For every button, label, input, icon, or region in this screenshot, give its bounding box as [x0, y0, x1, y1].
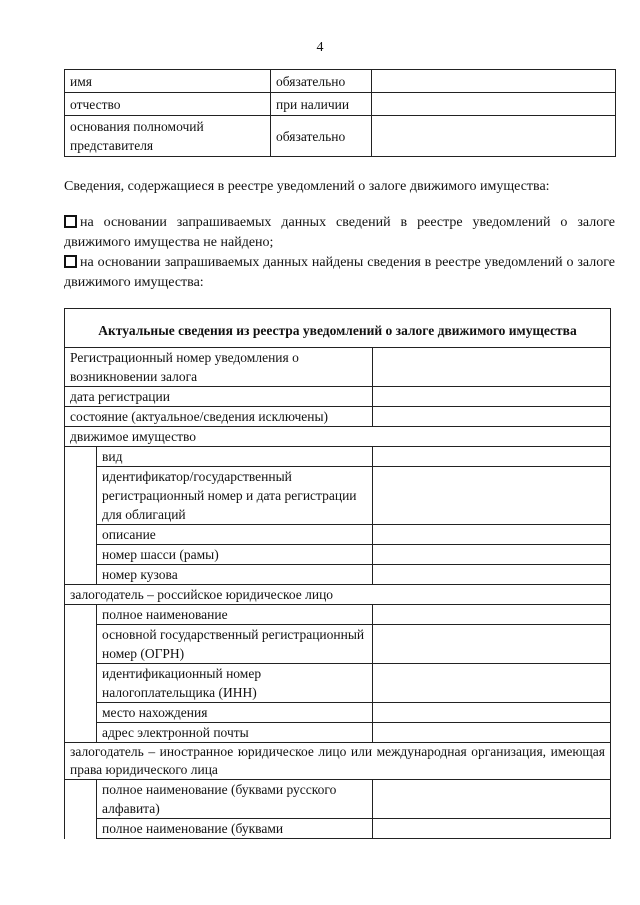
table-row	[65, 348, 611, 387]
table-row	[65, 447, 611, 467]
table-row	[65, 387, 611, 407]
option-found	[64, 253, 615, 293]
row-value[interactable]	[373, 819, 611, 839]
table-row	[65, 407, 611, 427]
table-row	[65, 565, 611, 585]
table-row	[65, 545, 611, 565]
registry-table	[64, 308, 611, 839]
option-label: на основании запрашиваемых данных сведений в реестре уведомлений о залоге движимого имущества не найдено;	[64, 215, 615, 250]
table-row	[65, 723, 611, 743]
registry-table-title: Актуальные сведения из реестра уведомлений о залоге движимого имущества	[65, 309, 611, 348]
table-row	[65, 780, 611, 819]
section-label: залогодатель – иностранное юридическое лицо или международная организация, имеющая права юридического лица	[65, 743, 611, 780]
row-value[interactable]	[373, 780, 611, 819]
row-label: состояние (актуальное/сведения исключены)	[65, 407, 373, 427]
row-value[interactable]	[373, 348, 611, 387]
row-label: основной государственный регистрационный номер (ОГРН)	[97, 625, 373, 664]
table-row	[65, 703, 611, 723]
row-value[interactable]	[373, 605, 611, 625]
field-label: основания полномочий представителя	[65, 116, 271, 157]
indent-cell	[65, 447, 97, 585]
table-row	[65, 70, 616, 93]
row-label: номер шасси (рамы)	[97, 545, 373, 565]
table-row	[65, 525, 611, 545]
row-value[interactable]	[373, 703, 611, 723]
section-row	[65, 427, 611, 447]
section-row	[65, 743, 611, 780]
row-label: Регистрационный номер уведомления о возникновении залога	[65, 348, 373, 387]
option-label: на основании запрашиваемых данных найдены сведения в реестре уведомлений о залоге движимого имущества:	[64, 255, 615, 290]
table-row	[65, 467, 611, 525]
table-row	[65, 93, 616, 116]
field-requirement: обязательно	[271, 70, 372, 93]
row-value[interactable]	[373, 467, 611, 525]
table-row	[65, 605, 611, 625]
indent-cell	[65, 605, 97, 743]
row-label: идентификатор/государственный регистрационный номер и дата регистрации для облигаций	[97, 467, 373, 525]
row-label: полное наименование (буквами	[97, 819, 373, 839]
page-number: 4	[316, 40, 324, 55]
table-row	[65, 664, 611, 703]
row-label: вид	[97, 447, 373, 467]
field-label: имя	[65, 70, 271, 93]
field-label: отчество	[65, 93, 271, 116]
checkbox-not-found[interactable]	[64, 215, 77, 228]
row-label: идентификационный номер налогоплательщика (ИНН)	[97, 664, 373, 703]
row-value[interactable]	[373, 447, 611, 467]
row-value[interactable]	[373, 525, 611, 545]
option-not-found	[64, 213, 615, 253]
row-label: полное наименование	[97, 605, 373, 625]
field-value[interactable]	[372, 116, 616, 157]
checkbox-found[interactable]	[64, 255, 77, 268]
table-row	[65, 625, 611, 664]
field-value[interactable]	[372, 70, 616, 93]
indent-cell	[65, 780, 97, 839]
row-label: адрес электронной почты	[97, 723, 373, 743]
row-label: место нахождения	[97, 703, 373, 723]
table-row	[65, 116, 616, 157]
section-label: залогодатель – российское юридическое лицо	[65, 585, 611, 605]
table-header-row	[65, 309, 611, 348]
row-value[interactable]	[373, 387, 611, 407]
section-label: движимое имущество	[65, 427, 611, 447]
row-value[interactable]	[373, 664, 611, 703]
field-requirement: обязательно	[271, 116, 372, 157]
row-value[interactable]	[373, 407, 611, 427]
table-row	[65, 819, 611, 839]
field-value[interactable]	[372, 93, 616, 116]
row-label: номер кузова	[97, 565, 373, 585]
row-value[interactable]	[373, 723, 611, 743]
section-row	[65, 585, 611, 605]
representative-table	[64, 69, 616, 157]
row-label: дата регистрации	[65, 387, 373, 407]
row-value[interactable]	[373, 565, 611, 585]
row-label: полное наименование (буквами русского алфавита)	[97, 780, 373, 819]
field-requirement: при наличии	[271, 93, 372, 116]
row-label: описание	[97, 525, 373, 545]
row-value[interactable]	[373, 625, 611, 664]
row-value[interactable]	[373, 545, 611, 565]
intro-text: Сведения, содержащиеся в реестре уведомлений о залоге движимого имущества:	[64, 179, 550, 194]
